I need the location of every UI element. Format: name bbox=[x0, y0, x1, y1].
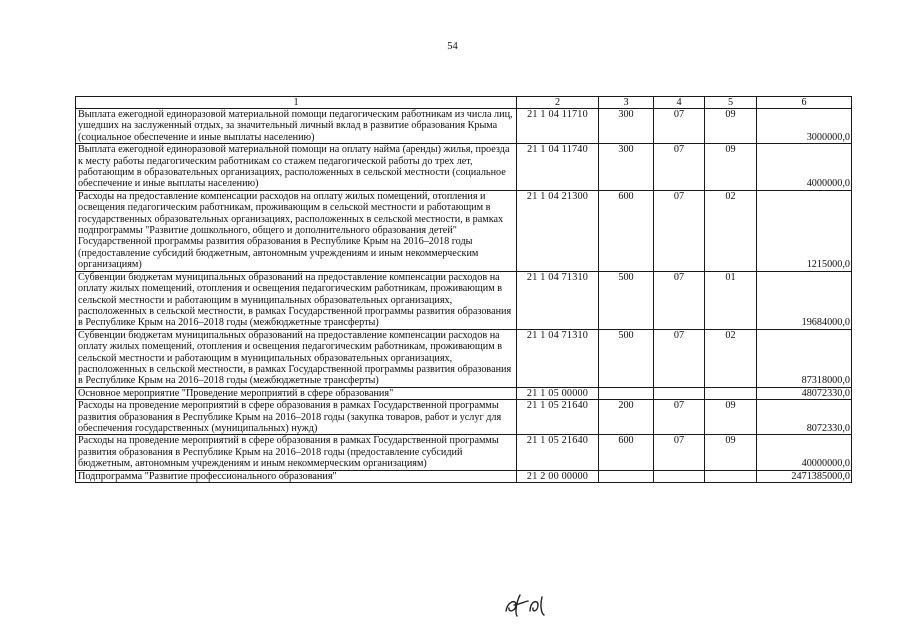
row-amount: 2471385000,0 bbox=[757, 470, 852, 482]
row-code: 21 2 00 00000 bbox=[517, 470, 599, 482]
row-col3 bbox=[599, 470, 654, 482]
row-col4: 07 bbox=[654, 400, 705, 435]
row-col5: 01 bbox=[705, 271, 757, 329]
table-row bbox=[76, 190, 852, 271]
row-col5: 02 bbox=[705, 329, 757, 387]
row-amount: 40000000,0 bbox=[757, 435, 852, 470]
row-col4 bbox=[654, 387, 705, 399]
column-header: 4 bbox=[654, 97, 705, 109]
row-col5 bbox=[705, 387, 757, 399]
row-col4: 07 bbox=[654, 109, 705, 144]
row-col4: 07 bbox=[654, 435, 705, 470]
row-code: 21 1 05 00000 bbox=[517, 387, 599, 399]
table-row bbox=[76, 329, 852, 387]
row-col4: 07 bbox=[654, 144, 705, 191]
row-amount: 8072330,0 bbox=[757, 400, 852, 435]
row-description: Основное мероприятие "Проведение мероприятий в сфере образования" bbox=[76, 387, 517, 399]
row-description: Расходы на предоставление компенсации расходов на оплату жилых помещений, отопления и освещения педагогическим работникам, проживающим в сельской местности и работающим в государственных образовательных организациях, расположенных в сельской местности, в рамках подпрограммы "Развитие дошкольного, общего и дополнительного образования детей" Государственной программы развития образования в Республике Крым на 2016–2018 годы (предоставление субсидий бюджетным, автономным учреждениям и иным некоммерческим организациям) bbox=[76, 190, 517, 271]
column-header: 6 bbox=[757, 97, 852, 109]
row-code: 21 1 04 11740 bbox=[517, 144, 599, 191]
row-col5: 09 bbox=[705, 400, 757, 435]
row-description: Расходы на проведение мероприятий в сфере образования в рамках Государственной программы развития образования в Республике Крым на 2016–2018 годы (предоставление субсидий бюджетным, автономным учреждениям и иным некоммерческим организациям) bbox=[76, 435, 517, 470]
row-code: 21 1 04 11710 bbox=[517, 109, 599, 144]
row-col3: 300 bbox=[599, 109, 654, 144]
table-row bbox=[76, 144, 852, 191]
row-col5 bbox=[705, 470, 757, 482]
row-amount: 1215000,0 bbox=[757, 190, 852, 271]
row-code: 21 1 04 71310 bbox=[517, 329, 599, 387]
row-description: Субвенции бюджетам муниципальных образований на предоставление компенсации расходов на оплату жилых помещений, отопления и освещения педагогическим работникам, проживающим в сельской местности и работающим в муниципальных образовательных организациях, расположенных в сельской местности, в рамках Государственной программы развития образования в Республике Крым на 2016–2018 годы (межбюджетные трансферты) bbox=[76, 329, 517, 387]
row-col5: 09 bbox=[705, 435, 757, 470]
row-description: Подпрограмма "Развитие профессионального образования" bbox=[76, 470, 517, 482]
row-amount: 87318000,0 bbox=[757, 329, 852, 387]
row-amount: 4000000,0 bbox=[757, 144, 852, 191]
row-amount: 48072330,0 bbox=[757, 387, 852, 399]
row-col4: 07 bbox=[654, 190, 705, 271]
page-number: 54 bbox=[447, 41, 458, 52]
row-col3: 500 bbox=[599, 329, 654, 387]
row-col4: 07 bbox=[654, 271, 705, 329]
table-row bbox=[76, 400, 852, 435]
row-description: Расходы на проведение мероприятий в сфере образования в рамках Государственной программы развития образования в Республике Крым на 2016–2018 годы (закупка товаров, работ и услуг для обеспечения государственных (муниципальных) нужд) bbox=[76, 400, 517, 435]
table-row bbox=[76, 271, 852, 329]
column-header: 2 bbox=[517, 97, 599, 109]
row-description: Выплата ежегодной единоразовой материальной помощи на оплату найма (аренды) жилья, проезда к месту работы педагогическим работникам со стажем педагогической работы до трех лет, работающим в образовательных организациях, расположенных в сельской местности (социальное обеспечение и иные выплаты населению) bbox=[76, 144, 517, 191]
row-code: 21 1 04 21300 bbox=[517, 190, 599, 271]
row-col5: 09 bbox=[705, 109, 757, 144]
row-col4: 07 bbox=[654, 329, 705, 387]
table-row bbox=[76, 109, 852, 144]
row-col3 bbox=[599, 387, 654, 399]
row-description: Субвенции бюджетам муниципальных образований на предоставление компенсации расходов на оплату жилых помещений, отопления и освещения педагогическим работникам, проживающим в сельской местности и работающим в муниципальных образовательных организациях, расположенных в сельской местности, в рамках Государственной программы развития образования в Республике Крым на 2016–2018 годы (межбюджетные трансферты) bbox=[76, 271, 517, 329]
row-col3: 300 bbox=[599, 144, 654, 191]
row-col3: 200 bbox=[599, 400, 654, 435]
row-amount: 19684000,0 bbox=[757, 271, 852, 329]
row-col5: 02 bbox=[705, 190, 757, 271]
row-col3: 600 bbox=[599, 435, 654, 470]
table-row bbox=[76, 470, 852, 482]
row-col3: 500 bbox=[599, 271, 654, 329]
budget-table bbox=[75, 96, 852, 483]
row-code: 21 1 05 21640 bbox=[517, 400, 599, 435]
row-code: 21 1 04 71310 bbox=[517, 271, 599, 329]
table-row bbox=[76, 387, 852, 399]
row-col4 bbox=[654, 470, 705, 482]
column-header: 3 bbox=[599, 97, 654, 109]
table-header-row bbox=[76, 97, 852, 109]
row-code: 21 1 05 21640 bbox=[517, 435, 599, 470]
column-header: 5 bbox=[705, 97, 757, 109]
row-col3: 600 bbox=[599, 190, 654, 271]
table-row bbox=[76, 435, 852, 470]
column-header: 1 bbox=[76, 97, 517, 109]
row-col5: 09 bbox=[705, 144, 757, 191]
row-description: Выплата ежегодной единоразовой материальной помощи педагогическим работникам из числа лиц, ушедших на заслуженный отдых, за значительный личный вклад в развитие образования Крыма (социальное обеспечение и иные выплаты населению) bbox=[76, 109, 517, 144]
row-amount: 3000000,0 bbox=[757, 109, 852, 144]
handwritten-signature bbox=[500, 589, 560, 619]
